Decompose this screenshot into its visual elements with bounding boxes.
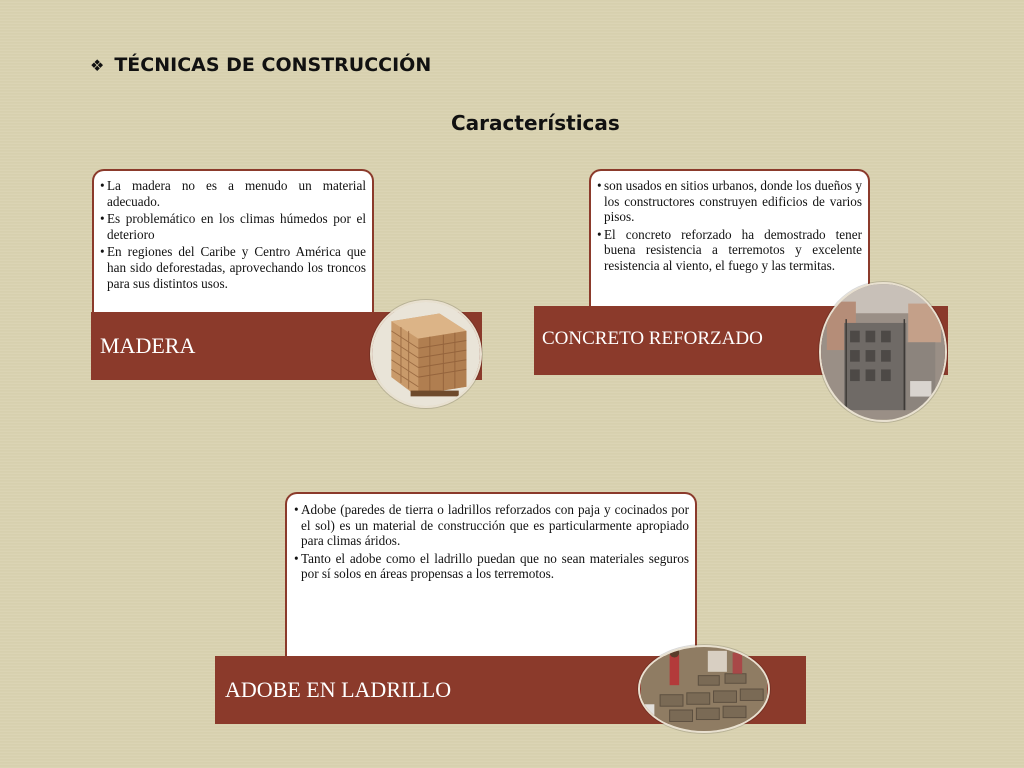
concrete-building-photo	[819, 282, 947, 422]
list-item: • La madera no es a menudo un material adecuado.	[100, 178, 366, 209]
madera-title: MADERA	[100, 333, 196, 358]
slide-title: TÉCNICAS DE CONSTRUCCIÓN	[114, 54, 432, 76]
madera-text-card	[92, 169, 374, 315]
slide-subtitle: Características	[451, 111, 620, 135]
list-item: • El concreto reforzado ha demostrado tener buena resistencia a terremotos y excelente resistencia al viento, el fuego y las termitas.	[597, 227, 862, 274]
list-item: • Tanto el adobe como el ladrillo puedan que no sean materiales seguros por sí solos en áreas propensas a los terremotos.	[294, 551, 689, 582]
diamond-dots-icon: ❖	[90, 55, 105, 75]
slide-heading	[90, 54, 431, 76]
adobe-list	[294, 502, 689, 582]
list-item: • Adobe (paredes de tierra o ladrillos reforzados con paja y cocinados por el sol) es un material de construcción que es particularmente apropiado para climas áridos.	[294, 502, 689, 549]
adobe-bricks-photo	[638, 645, 770, 733]
concreto-title: CONCRETO REFORZADO	[542, 328, 763, 349]
concreto-text-card	[589, 169, 870, 309]
list-item: • En regiones del Caribe y Centro América que han sido deforestadas, aprovechando los troncos para sus distintos usos.	[100, 244, 366, 291]
concreto-list	[597, 178, 862, 274]
adobe-title: ADOBE EN LADRILLO	[225, 677, 452, 702]
list-item: • Es problemático en los climas húmedos por el deterioro	[100, 211, 366, 242]
bricks-image-icon	[640, 647, 768, 731]
stacked-lumber-photo	[370, 300, 482, 408]
building-image-icon	[821, 284, 945, 420]
adobe-text-card	[285, 492, 697, 658]
madera-list	[100, 178, 366, 291]
lumber-image-icon	[372, 302, 480, 406]
list-item: • son usados en sitios urbanos, donde los dueños y los constructores construyen edificios de varios pisos.	[597, 178, 862, 225]
